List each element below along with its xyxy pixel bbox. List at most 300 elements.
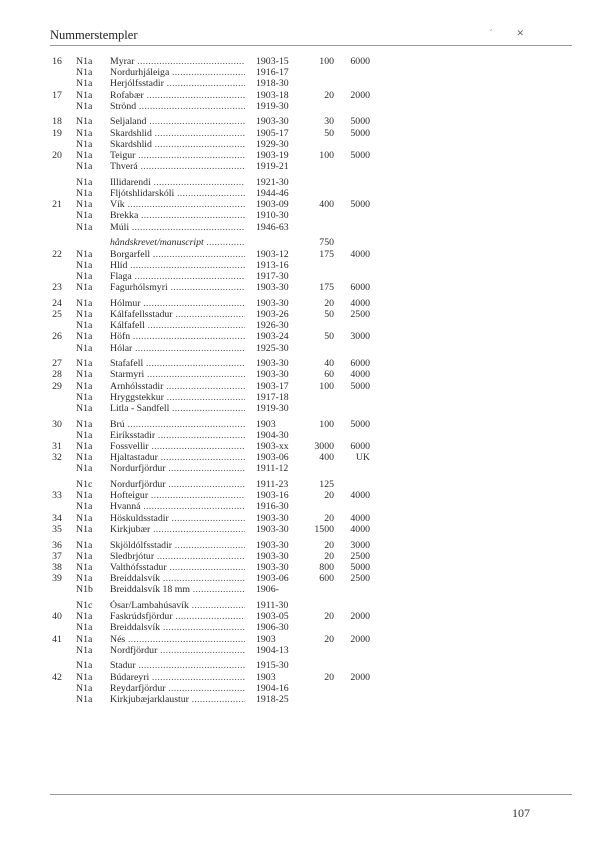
stamp-type: N1a — [76, 369, 93, 381]
year-range: 1903-06 — [256, 452, 289, 464]
list-item — [0, 222, 595, 233]
place-name: Kálfafellsstadur ..... — [110, 309, 245, 320]
place-name: Hofteigur ..... — [110, 490, 245, 501]
stamp-type: N1a — [76, 501, 93, 513]
stamp-type: N1a — [76, 248, 93, 260]
place-name: Breiddalsvík ..... — [110, 573, 245, 584]
year-range: 1919-30 — [256, 402, 289, 414]
value-rare: 2500 — [350, 308, 370, 320]
stamp-type: N1a — [76, 441, 93, 452]
place-name: Nordurhjáleiga ..... — [110, 67, 245, 78]
value-on-cover: 1500 — [314, 523, 334, 535]
stamp-number: 21 — [52, 199, 62, 211]
year-range: 1903 — [256, 671, 276, 683]
list-item — [0, 177, 595, 188]
year-range: 1903-09 — [256, 199, 289, 211]
place-name: Strönd ..... — [110, 101, 245, 112]
value-on-cover: 125 — [319, 479, 334, 491]
place-name: Skardshlid ..... — [110, 128, 245, 139]
year-range: 1903-19 — [256, 150, 289, 161]
list-item — [0, 392, 595, 403]
list-item — [0, 551, 595, 562]
year-range: 1903-30 — [256, 369, 289, 381]
list-item — [0, 463, 595, 474]
value-rare: 5000 — [350, 116, 370, 128]
year-range: 1903-24 — [256, 331, 289, 343]
value-on-cover: 750 — [319, 237, 334, 249]
stamp-number: 42 — [52, 671, 62, 683]
stamp-type: N1a — [76, 523, 93, 535]
place-name: Kirkjubæjarklaustur ..... — [110, 694, 245, 705]
value-rare: 3000 — [350, 331, 370, 343]
stamp-number: 39 — [52, 573, 62, 585]
place-name: Illidarendi ..... — [110, 177, 245, 188]
year-range: 1903-30 — [256, 358, 289, 370]
list-item — [0, 188, 595, 199]
value-on-cover: 20 — [324, 611, 334, 623]
list-item — [0, 645, 595, 656]
place-name: Fljótshlidarskóli ..... — [110, 188, 245, 199]
list-item — [0, 309, 595, 320]
stamp-type: N1a — [76, 320, 93, 332]
stamp-number: 29 — [52, 380, 62, 392]
list-item — [0, 479, 595, 490]
place-name: Búdareyri ..... — [110, 672, 245, 683]
stamp-type: N1a — [76, 67, 93, 79]
place-name: Starmyri ..... — [110, 369, 245, 380]
value-rare: 2000 — [350, 671, 370, 683]
year-range: 1917-30 — [256, 270, 289, 282]
stamp-type: N1a — [76, 633, 93, 645]
list-item — [0, 199, 595, 210]
place-name: Ósar/Lambahúsavík ..... — [110, 600, 245, 611]
year-range: 1946-63 — [256, 221, 289, 233]
stamp-type: N1a — [76, 331, 93, 343]
stamp-number: 26 — [52, 331, 62, 343]
place-name: Flaga ..... — [110, 271, 245, 282]
stamp-type: N1a — [76, 150, 93, 161]
stamp-type: N1b — [76, 584, 93, 596]
year-range: 1911-30 — [256, 599, 289, 611]
stamp-number: 32 — [52, 452, 62, 464]
list-item — [0, 403, 595, 414]
place-name: Höfn ..... — [110, 331, 245, 342]
year-range: 1903 — [256, 633, 276, 645]
place-name: Reydarfjördur ..... — [110, 683, 245, 694]
year-range: 1905-17 — [256, 127, 289, 139]
list-item — [0, 452, 595, 463]
value-rare: 2000 — [350, 611, 370, 623]
year-range: 1903-26 — [256, 308, 289, 320]
year-range: 1918-30 — [256, 78, 289, 90]
value-on-cover: 175 — [319, 248, 334, 260]
value-rare: 3000 — [350, 539, 370, 551]
page-header — [50, 24, 548, 44]
value-rare: 5000 — [350, 380, 370, 392]
place-name: Sledbrjótur ..... — [110, 551, 245, 562]
stamp-number: 33 — [52, 490, 62, 502]
stamp-type: N1a — [76, 282, 93, 294]
year-range: 1904-30 — [256, 429, 289, 441]
stamp-type: N1a — [76, 429, 93, 441]
stamp-number: 23 — [52, 282, 62, 294]
stamp-number: 38 — [52, 561, 62, 573]
header-mark-accent: ´ — [489, 28, 517, 38]
stamp-type: N1a — [76, 391, 93, 403]
place-name: Breiddalsvík ..... — [110, 622, 245, 633]
list-item — [0, 56, 595, 67]
stamp-type: N1a — [76, 342, 93, 354]
value-on-cover: 100 — [319, 150, 334, 161]
value-on-cover: 20 — [324, 539, 334, 551]
stamp-type: N1a — [76, 56, 93, 67]
value-on-cover: 175 — [319, 282, 334, 294]
value-rare: 2500 — [350, 550, 370, 562]
place-name: Nés ..... — [110, 634, 245, 645]
list-item — [0, 369, 595, 380]
year-range: 1903-30 — [256, 297, 289, 309]
stamp-type: N1a — [76, 452, 93, 464]
value-on-cover: 20 — [324, 550, 334, 562]
value-rare: 4000 — [350, 248, 370, 260]
stamp-type: N1a — [76, 297, 93, 309]
list-item — [0, 441, 595, 452]
list-item — [0, 600, 595, 611]
year-range: 1903-30 — [256, 561, 289, 573]
stamp-type: N1a — [76, 358, 93, 370]
stamp-number: 34 — [52, 512, 62, 524]
stamp-number: 41 — [52, 633, 62, 645]
list-item — [0, 584, 595, 595]
value-on-cover: 20 — [324, 89, 334, 101]
value-on-cover: 100 — [319, 56, 334, 67]
value-on-cover: 30 — [324, 116, 334, 128]
place-name: Nordurfjördur ..... — [110, 479, 245, 490]
stamp-type: N1a — [76, 89, 93, 101]
year-range: 1903-30 — [256, 539, 289, 551]
list-item — [0, 67, 595, 78]
stamp-type: N1a — [76, 100, 93, 112]
list-item — [0, 573, 595, 584]
value-on-cover: 600 — [319, 573, 334, 585]
place-name: Stadur ..... — [110, 660, 245, 671]
stamp-number: 19 — [52, 127, 62, 139]
year-range: 1903-30 — [256, 512, 289, 524]
year-range: 1919-30 — [256, 100, 289, 112]
stamp-type: N1a — [76, 573, 93, 585]
place-name: Teigur ..... — [110, 150, 245, 161]
list-item — [0, 683, 595, 694]
year-range: 1911-12 — [256, 463, 289, 475]
value-on-cover: 20 — [324, 297, 334, 309]
list-item — [0, 161, 595, 172]
stamp-type: N1a — [76, 660, 93, 672]
stamp-type: N1a — [76, 380, 93, 392]
value-on-cover: 100 — [319, 380, 334, 392]
year-range: 1903-30 — [256, 116, 289, 128]
year-range: 1906- — [256, 584, 279, 596]
stamp-number: 30 — [52, 418, 62, 430]
value-rare: 2000 — [350, 89, 370, 101]
year-range: 1906-30 — [256, 622, 289, 634]
stamp-list — [0, 56, 595, 705]
place-name: håndskrevet/manuscript ..... — [110, 237, 245, 248]
stamp-type: N1a — [76, 622, 93, 634]
year-range: 1903 — [256, 418, 276, 430]
year-range: 1903-17 — [256, 380, 289, 392]
header-marks — [489, 28, 548, 39]
list-item — [0, 237, 595, 248]
stamp-type: N1a — [76, 259, 93, 271]
list-item — [0, 672, 595, 683]
value-on-cover: 20 — [324, 490, 334, 502]
value-rare: 5000 — [350, 418, 370, 430]
place-name: Arnhólsstadir ..... — [110, 381, 245, 392]
place-name: Hvanná ..... — [110, 501, 245, 512]
page-title: Nummerstempler — [50, 28, 138, 42]
list-item — [0, 634, 595, 645]
stamp-type: N1c — [76, 599, 93, 611]
place-name: Hryggstekkur ..... — [110, 392, 245, 403]
list-item — [0, 524, 595, 535]
value-rare: 6000 — [350, 282, 370, 294]
stamp-number: 31 — [52, 441, 62, 452]
value-rare: 2500 — [350, 573, 370, 585]
place-name: Brú ..... — [110, 419, 245, 430]
year-range: 1917-18 — [256, 391, 289, 403]
place-name: Seljaland ..... — [110, 116, 245, 127]
value-on-cover: 50 — [324, 331, 334, 343]
place-name: Herjólfsstadir ..... — [110, 78, 245, 89]
place-name: Hlíd ..... — [110, 260, 245, 271]
year-range: 1904-16 — [256, 682, 289, 694]
stamp-number: 22 — [52, 248, 62, 260]
value-rare: 2000 — [350, 633, 370, 645]
stamp-number: 36 — [52, 539, 62, 551]
list-item — [0, 210, 595, 221]
stamp-type: N1a — [76, 221, 93, 233]
year-range: 1903-06 — [256, 573, 289, 585]
year-range: 1918-25 — [256, 693, 289, 705]
year-range: 1921-30 — [256, 176, 289, 188]
value-on-cover: 20 — [324, 671, 334, 683]
place-name: Rofabær ..... — [110, 90, 245, 101]
stamp-type: N1a — [76, 418, 93, 430]
place-name: Myrar ..... — [110, 56, 245, 67]
value-on-cover: 20 — [324, 633, 334, 645]
value-rare: 4000 — [350, 297, 370, 309]
stamp-number: 40 — [52, 611, 62, 623]
stamp-type: N1a — [76, 550, 93, 562]
place-name: Kirkjubær ..... — [110, 524, 245, 535]
list-item — [0, 139, 595, 150]
year-range: 1903-18 — [256, 89, 289, 101]
stamp-number: 16 — [52, 56, 62, 67]
stamp-type: N1a — [76, 210, 93, 222]
year-range: 1903-30 — [256, 550, 289, 562]
list-item — [0, 249, 595, 260]
list-item — [0, 128, 595, 139]
stamp-type: N1a — [76, 463, 93, 475]
stamp-type: N1a — [76, 161, 93, 173]
value-rare: 6000 — [350, 56, 370, 67]
stamp-type: N1a — [76, 490, 93, 502]
list-item — [0, 562, 595, 573]
stamp-number: 35 — [52, 523, 62, 535]
value-rare: 5000 — [350, 561, 370, 573]
year-range: 1903-15 — [256, 56, 289, 67]
stamp-type: N1a — [76, 512, 93, 524]
page-number: 107 — [512, 806, 530, 820]
stamp-type: N1a — [76, 682, 93, 694]
year-range: 1903-16 — [256, 490, 289, 502]
stamp-number: 17 — [52, 89, 62, 101]
list-item — [0, 490, 595, 501]
list-item — [0, 271, 595, 282]
stamp-type: N1a — [76, 116, 93, 128]
place-name: Kálfafell ..... — [110, 320, 245, 331]
value-on-cover: 3000 — [314, 441, 334, 452]
list-item — [0, 320, 595, 331]
list-item — [0, 260, 595, 271]
stamp-type: N1a — [76, 644, 93, 656]
stamp-number: 24 — [52, 297, 62, 309]
stamp-number: 28 — [52, 369, 62, 381]
list-item — [0, 540, 595, 551]
year-range: 1916-17 — [256, 67, 289, 79]
stamp-type: N1a — [76, 188, 93, 200]
place-name: Skardshlid ..... — [110, 139, 245, 150]
value-rare: 4000 — [350, 523, 370, 535]
header-divider — [50, 45, 572, 46]
stamp-type: N1c — [76, 479, 93, 491]
value-rare: 6000 — [350, 441, 370, 452]
list-item — [0, 513, 595, 524]
value-on-cover: 50 — [324, 308, 334, 320]
place-name: Nordurfjördur ..... — [110, 463, 245, 474]
year-range: 1926-30 — [256, 320, 289, 332]
list-item — [0, 358, 595, 369]
list-item — [0, 282, 595, 293]
value-rare: 4000 — [350, 369, 370, 381]
list-item — [0, 150, 595, 161]
stamp-type: N1a — [76, 127, 93, 139]
place-name: Stafafell ..... — [110, 358, 245, 369]
list-item — [0, 381, 595, 392]
value-on-cover: 400 — [319, 199, 334, 211]
place-name: Nordfjördur ..... — [110, 645, 245, 656]
value-on-cover: 20 — [324, 512, 334, 524]
value-on-cover: 50 — [324, 127, 334, 139]
list-item — [0, 331, 595, 342]
list-item — [0, 501, 595, 512]
value-rare: 5000 — [350, 150, 370, 161]
year-range: 1915-30 — [256, 660, 289, 672]
list-item — [0, 660, 595, 671]
list-item — [0, 694, 595, 705]
place-name: Borgarfell ..... — [110, 249, 245, 260]
place-name: Fagurhólsmyri ..... — [110, 282, 245, 293]
place-name: Breiddalsvík 18 mm ..... — [110, 584, 245, 595]
stamp-type: N1a — [76, 308, 93, 320]
stamp-type: N1a — [76, 176, 93, 188]
stamp-type: N1a — [76, 138, 93, 150]
place-name: Hjaltastadur ..... — [110, 452, 245, 463]
list-item — [0, 430, 595, 441]
list-item — [0, 343, 595, 354]
year-range: 1903-30 — [256, 523, 289, 535]
year-range: 1944-46 — [256, 188, 289, 200]
value-rare: UK — [355, 452, 370, 464]
place-name: Valthófsstadur ..... — [110, 562, 245, 573]
place-name: Hólmur ..... — [110, 298, 245, 309]
place-name: Brekka ..... — [110, 210, 245, 221]
year-range: 1913-16 — [256, 259, 289, 271]
list-item — [0, 419, 595, 430]
year-range: 1904-13 — [256, 644, 289, 656]
stamp-number: 20 — [52, 150, 62, 161]
list-item — [0, 611, 595, 622]
list-item — [0, 90, 595, 101]
list-item — [0, 116, 595, 127]
stamp-type: N1a — [76, 539, 93, 551]
value-rare: 4000 — [350, 490, 370, 502]
year-range: 1903-30 — [256, 282, 289, 294]
stamp-number: 37 — [52, 550, 62, 562]
value-on-cover: 800 — [319, 561, 334, 573]
stamp-type: N1a — [76, 611, 93, 623]
value-on-cover: 400 — [319, 452, 334, 464]
list-item — [0, 101, 595, 112]
year-range: 1911-23 — [256, 479, 289, 491]
header-mark-cross: ✕ — [516, 28, 548, 38]
stamp-type: N1a — [76, 199, 93, 211]
place-name: Litla - Sandfell ..... — [110, 403, 245, 414]
stamp-type: N1a — [76, 561, 93, 573]
value-on-cover: 60 — [324, 369, 334, 381]
year-range: 1910-30 — [256, 210, 289, 222]
footer-divider — [50, 794, 572, 795]
year-range: 1929-30 — [256, 138, 289, 150]
stamp-type: N1a — [76, 671, 93, 683]
stamp-type: N1a — [76, 270, 93, 282]
year-range: 1919-21 — [256, 161, 289, 173]
value-rare: 5000 — [350, 127, 370, 139]
place-name: Múli ..... — [110, 222, 245, 233]
value-on-cover: 40 — [324, 358, 334, 370]
place-name: Thverá ..... — [110, 161, 245, 172]
place-name: Eiríksstadir ..... — [110, 430, 245, 441]
stamp-type: N1a — [76, 693, 93, 705]
stamp-type: N1a — [76, 402, 93, 414]
list-item — [0, 622, 595, 633]
place-name: Vík ..... — [110, 199, 245, 210]
value-rare: 4000 — [350, 512, 370, 524]
stamp-number: 27 — [52, 358, 62, 370]
year-range: 1916-30 — [256, 501, 289, 513]
stamp-number: 18 — [52, 116, 62, 128]
place-name: Hólar ..... — [110, 343, 245, 354]
place-name: Höskuldsstadir ..... — [110, 513, 245, 524]
list-item — [0, 298, 595, 309]
value-rare: 6000 — [350, 358, 370, 370]
year-range: 1925-30 — [256, 342, 289, 354]
value-on-cover: 100 — [319, 418, 334, 430]
place-name: Fossvellir ..... — [110, 441, 245, 452]
place-name: Skjöldólfsstadir ..... — [110, 540, 245, 551]
list-item — [0, 78, 595, 89]
value-rare: 5000 — [350, 199, 370, 211]
